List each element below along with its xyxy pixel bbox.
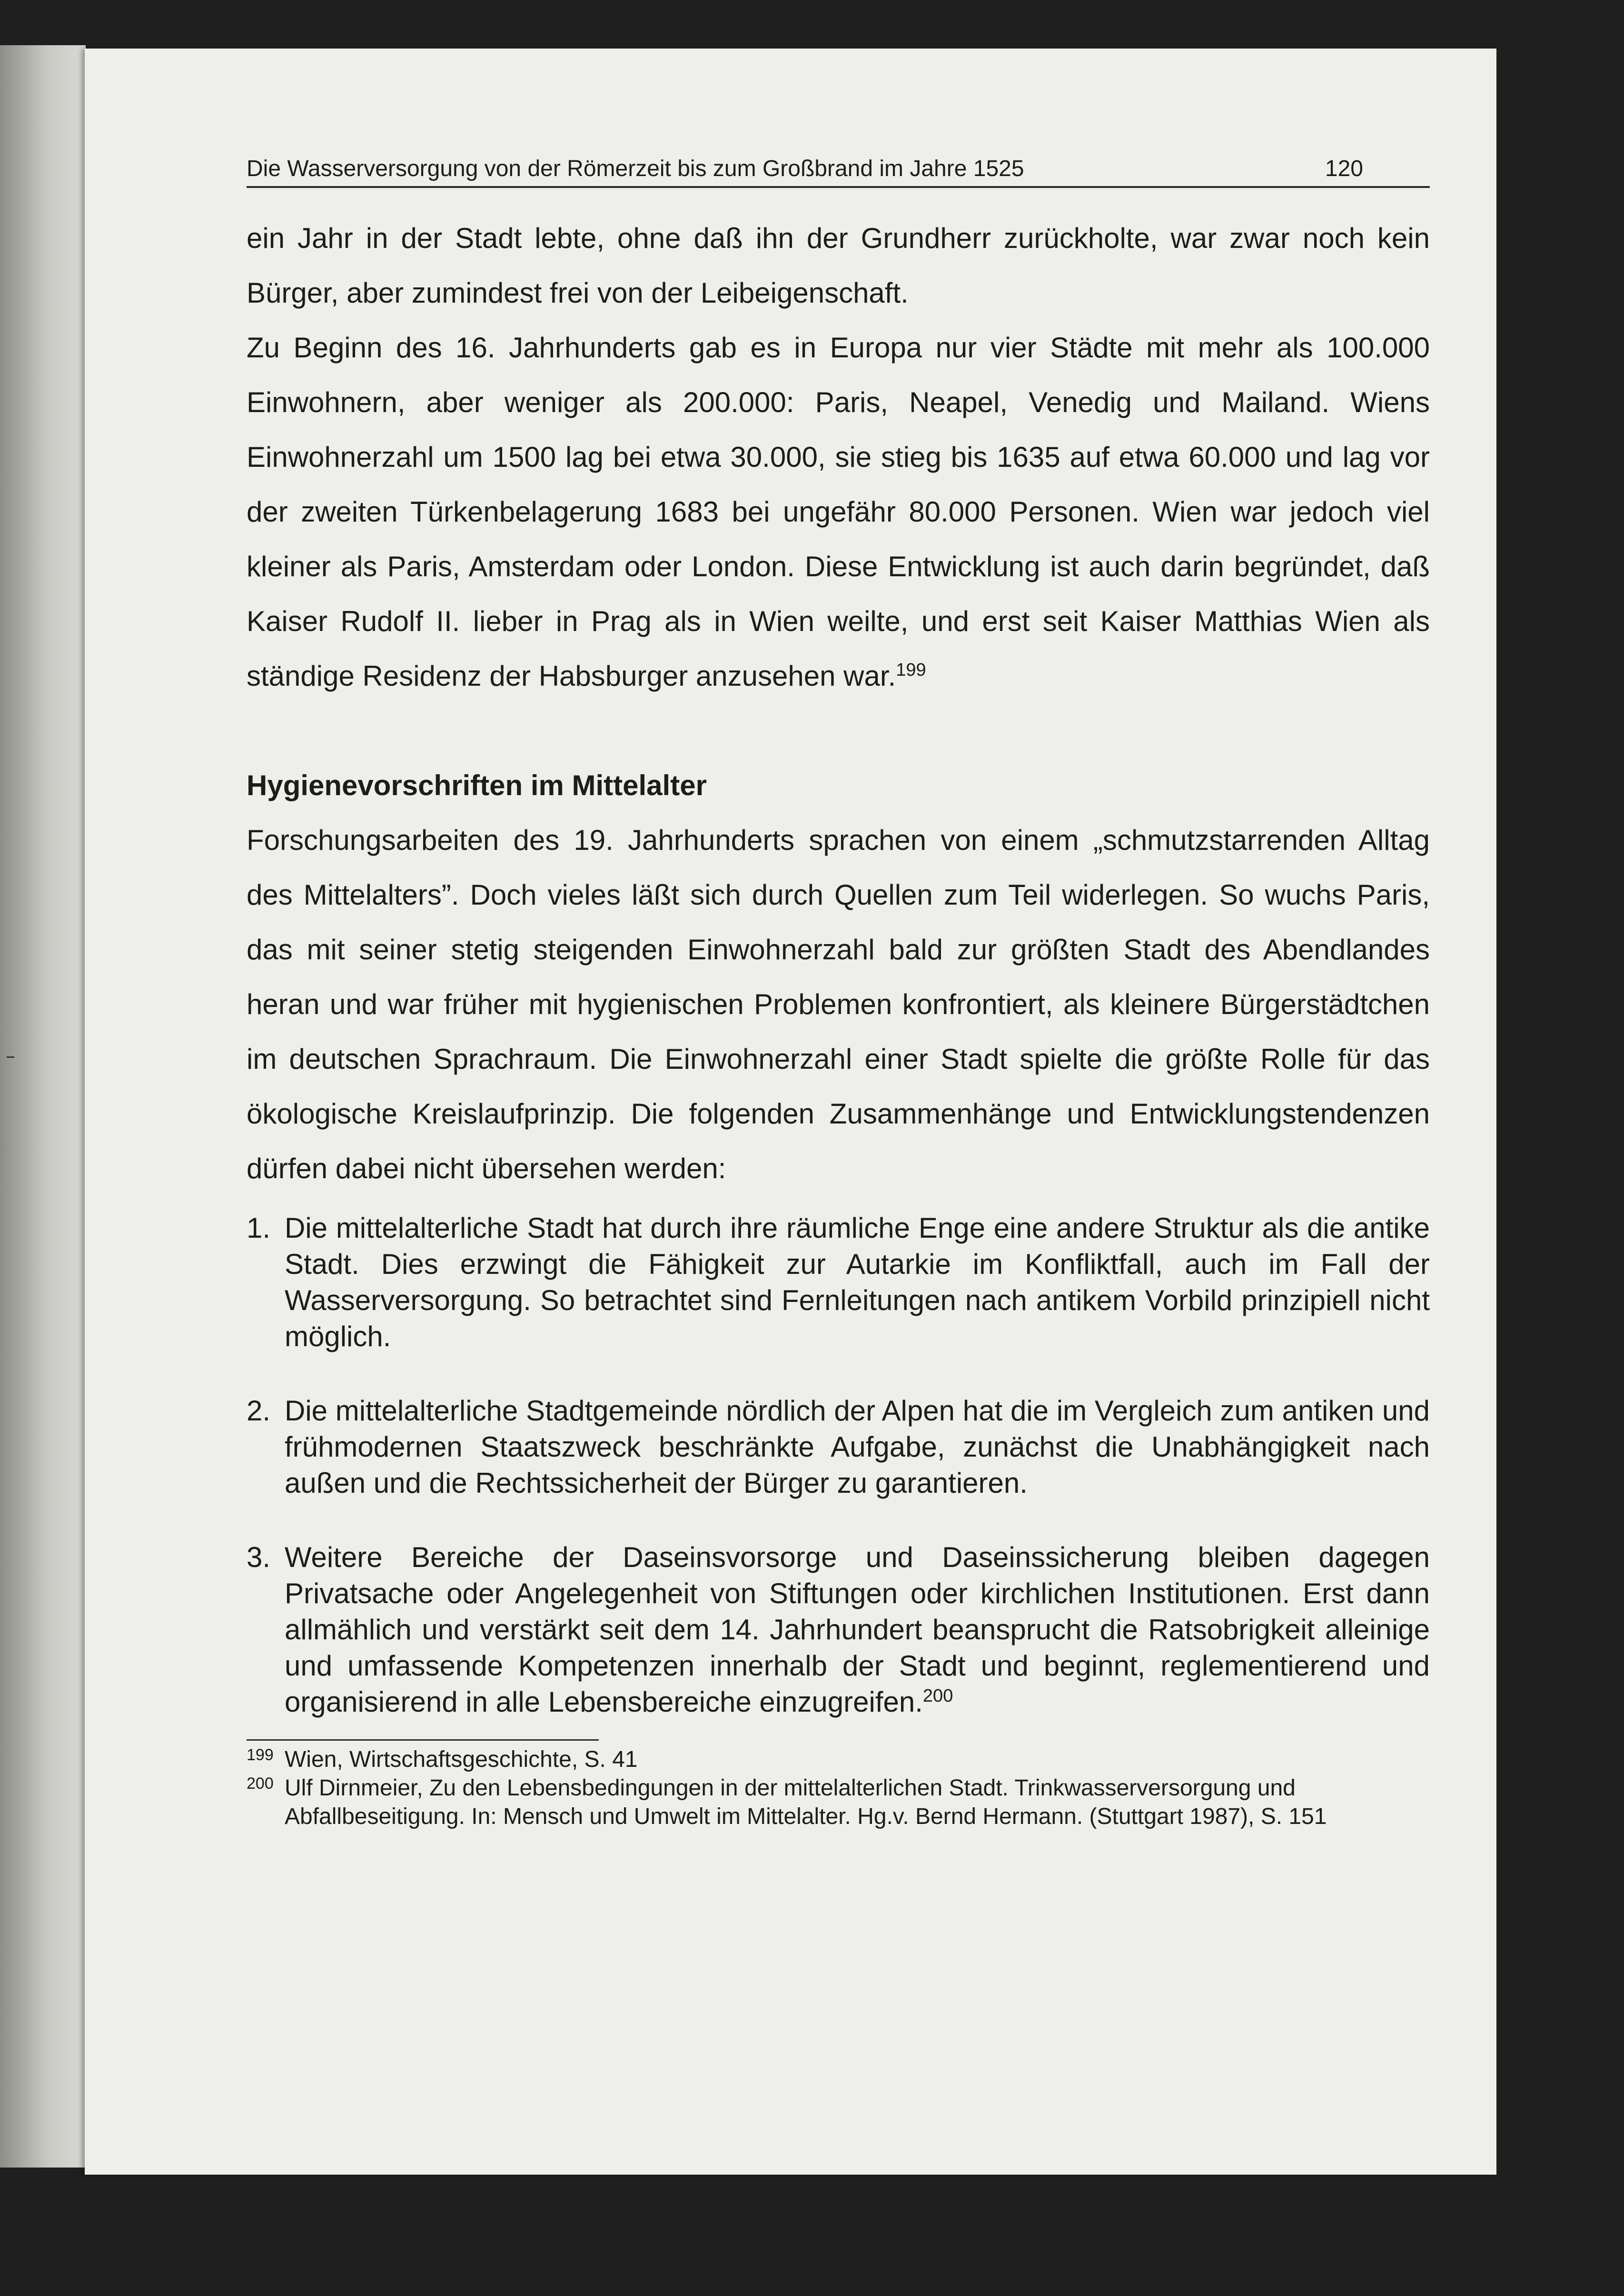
paragraph-3: Forschungsarbeiten des 19. Jahrhunderts sprachen von einem „schmutzstarrenden Alltag des Mittelalters”. Doch vieles läßt sich durch Quellen zum Teil widerlegen. So wuchs Paris, das mit seiner stetig steigenden Einwohnerzahl bald zur größten Stadt des Abendlandes heran und war früher mit hygienischen Problemen konfrontiert, als kleinere Bürgerstädtchen im deutschen Sprachraum. Die Einwohnerzahl einer Stadt spielte die größte Rolle für das ökologische Kreislaufprinzip. Die folgenden Zusammenhänge und Entwicklungstendenzen dürfen dabei nicht übersehen werden: [247,824,1430,1184]
section-spacer [247,703,1430,758]
footnote-ref-200[interactable]: 200 [922,1686,953,1706]
footnote-ref-199[interactable]: 199 [896,660,926,680]
footnote-text: Ulf Dirnmeier, Zu den Lebensbedingungen in der mittelalterlichen Stadt. Trinkwasserversorgung und Abfallbeseitigung. In: Mensch und Umwelt im Mittelalter. Hg.v. Bernd Hermann. (Stuttgart 1987), S. 151 [285,1775,1327,1829]
section-heading: Hygienevorschriften im Mittelalter [247,769,707,801]
book-page [85,49,1496,2175]
page-content [247,156,1430,1831]
footnote-text: Wien, Wirtschaftsgeschichte, S. 41 [285,1747,638,1772]
numbered-list [247,1210,1430,1720]
list-item [247,1210,1430,1355]
paragraph-2 [247,320,1430,703]
running-title: Die Wasserversorgung von der Römerzeit bis zum Großbrand im Jahre 1525 [247,156,1024,181]
facing-page-edge [0,45,86,2168]
page-number: 120 [1325,156,1363,181]
list-item-number: 1. [247,1212,271,1244]
scan-mark [7,1056,14,1058]
paragraph-1: ein Jahr in der Stadt lebte, ohne daß ihn der Grundherr zurückholte, war zwar noch kein Bürger, aber zumindest frei von der Leibeigenschaft. [247,222,1430,309]
running-header [247,156,1430,188]
footnote-200 [247,1774,1430,1831]
list-item-number: 3. [247,1541,271,1573]
footnote-number: 199 [247,1746,274,1764]
paragraph-2-text: Zu Beginn des 16. Jahrhunderts gab es in Europa nur vier Städte mit mehr als 100.000 Einwohnern, aber weniger als 200.000: Paris, Neapel, Venedig und Mailand. Wiens Einwohnerzahl um 1500 lag bei etwa 30.000, sie stieg bis 1635 auf etwa 60.000 und lag vor der zweiten Türkenbelagerung 1683 bei ungefähr 80.000 Personen. Wien war jedoch viel kleiner als Paris, Amsterdam oder London. Diese Entwicklung ist auch darin begründet, daß Kaiser Rudolf II. lieber in Prag als in Wien weilte, und erst seit Kaiser Matthias Wien als ständige Residenz der Habsburger anzusehen war. [247,332,1430,692]
list-item-number: 2. [247,1395,271,1427]
list-item-text: Die mittelalterliche Stadtgemeinde nördlich der Alpen hat die im Vergleich zum antiken und frühmodernen Staatszweck beschränkte Aufgabe, zunächst die Unabhängigkeit nach außen und die Rechtssicherheit der Bürger zu garantieren. [285,1395,1430,1499]
footnote-separator [247,1739,599,1741]
list-item [247,1539,1430,1720]
body-text [247,211,1430,1196]
list-item-text: Die mittelalterliche Stadt hat durch ihre räumliche Enge eine andere Struktur als die antike Stadt. Dies erzwingt die Fähigkeit zur Autarkie im Konfliktfall, auch im Fall der Wasserversorgung. So betrachtet sind Fernleitungen nach antikem Vorbild prinzipiell nicht möglich. [285,1212,1430,1352]
footnote-number: 200 [247,1774,274,1793]
footnote-199 [247,1745,1430,1774]
list-item-text: Weitere Bereiche der Daseinsvorsorge und Daseinssicherung bleiben dagegen Privatsache oder Angelegenheit von Stiftungen oder kirchlichen Institutionen. Erst dann allmählich und verstärkt seit dem 14. Jahrhundert beansprucht die Ratsobrigkeit alleinige und umfassende Kompetenzen innerhalb der Stadt und beginnt, reglementierend und organisierend in alle Lebensbereiche einzugreifen. [285,1541,1430,1718]
list-item [247,1393,1430,1501]
footnotes [247,1745,1430,1831]
